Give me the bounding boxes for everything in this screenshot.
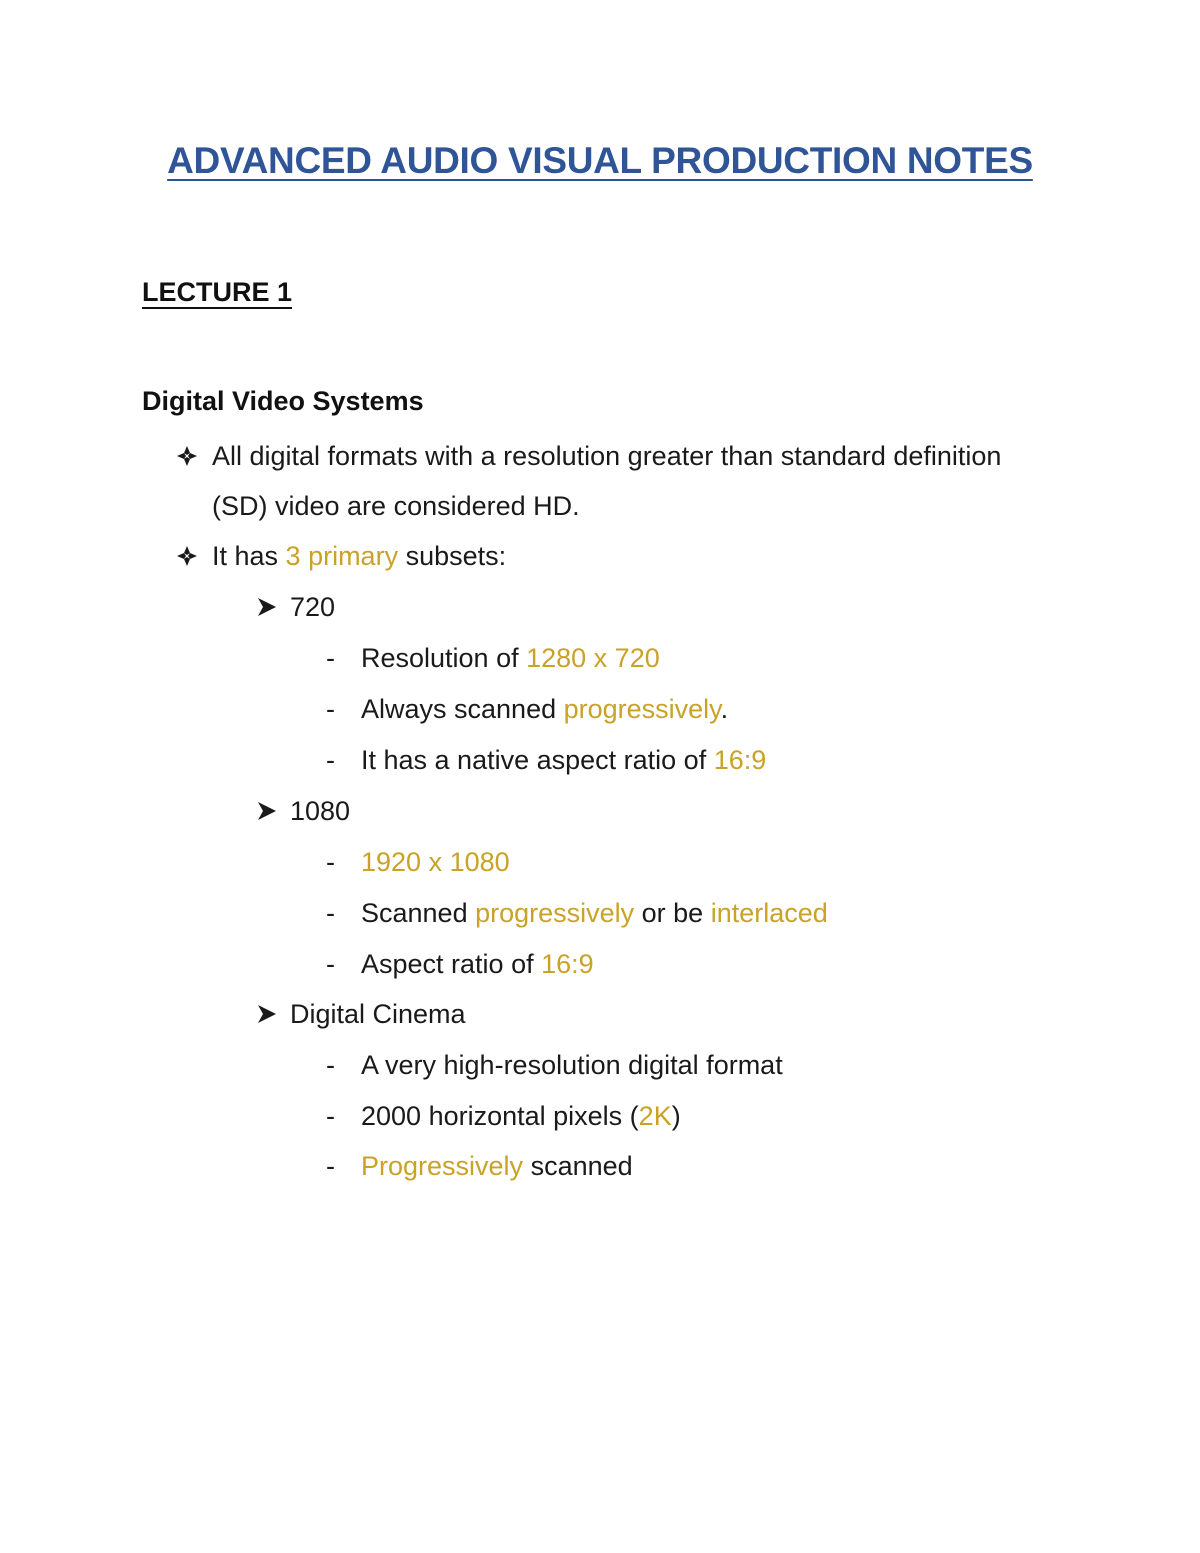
list-item: Aspect ratio of 16:9 xyxy=(361,949,594,979)
bullet-text-line: (SD) video are considered HD. xyxy=(212,491,580,521)
diamond-bullet-icon xyxy=(176,540,198,576)
subset-label: Digital Cinema xyxy=(290,999,466,1029)
arrowhead-bullet-icon xyxy=(256,998,278,1034)
list-item: 2000 horizontal pixels (2K) xyxy=(361,1101,681,1131)
bullet-text-line: All digital formats with a resolution greater than standard definition xyxy=(212,441,1002,471)
list-item xyxy=(361,846,510,878)
dash-bullet: - xyxy=(326,1050,335,1080)
list-item: Progressively scanned xyxy=(361,1151,633,1181)
highlight-text: 16:9 xyxy=(541,949,594,979)
arrowhead-bullet-icon xyxy=(256,591,278,627)
list-item: Always scanned progressively. xyxy=(361,694,729,724)
dash-bullet: - xyxy=(326,949,335,979)
highlight-text: progressively xyxy=(475,898,635,928)
bullet-text-line: It has 3 primary subsets: xyxy=(212,541,507,571)
highlight-text: progressively xyxy=(563,694,721,724)
list-item: Resolution of 1280 x 720 xyxy=(361,643,660,673)
dash-bullet: - xyxy=(326,643,335,673)
dash-bullet: - xyxy=(326,1101,335,1131)
arrowhead-bullet-icon xyxy=(256,795,278,831)
section-heading: Digital Video Systems xyxy=(142,386,424,416)
subset-label: 720 xyxy=(290,592,336,622)
diamond-bullet-icon xyxy=(176,440,198,476)
highlight-text: 2K xyxy=(638,1101,672,1131)
dash-bullet: - xyxy=(326,847,335,877)
highlight-text: interlaced xyxy=(710,898,828,928)
list-item: It has a native aspect ratio of 16:9 xyxy=(361,745,767,775)
list-item: Scanned progressively or be interlaced xyxy=(361,898,828,928)
highlight-text: 3 primary xyxy=(285,541,399,571)
lecture-heading: LECTURE 1 xyxy=(142,277,293,307)
highlight-text: 1920 x 1080 xyxy=(361,847,510,877)
document-title: ADVANCED AUDIO VISUAL PRODUCTION NOTES xyxy=(167,140,1033,181)
dash-bullet: - xyxy=(326,745,335,775)
dash-bullet: - xyxy=(326,1151,335,1181)
highlight-text: 16:9 xyxy=(713,745,767,775)
subset-label: 1080 xyxy=(290,796,351,826)
list-item: A very high-resolution digital format xyxy=(361,1050,783,1080)
dash-bullet: - xyxy=(326,694,335,724)
highlight-text: Progressively xyxy=(361,1151,524,1181)
dash-bullet: - xyxy=(326,898,335,928)
highlight-text: 1280 x 720 xyxy=(526,643,660,673)
